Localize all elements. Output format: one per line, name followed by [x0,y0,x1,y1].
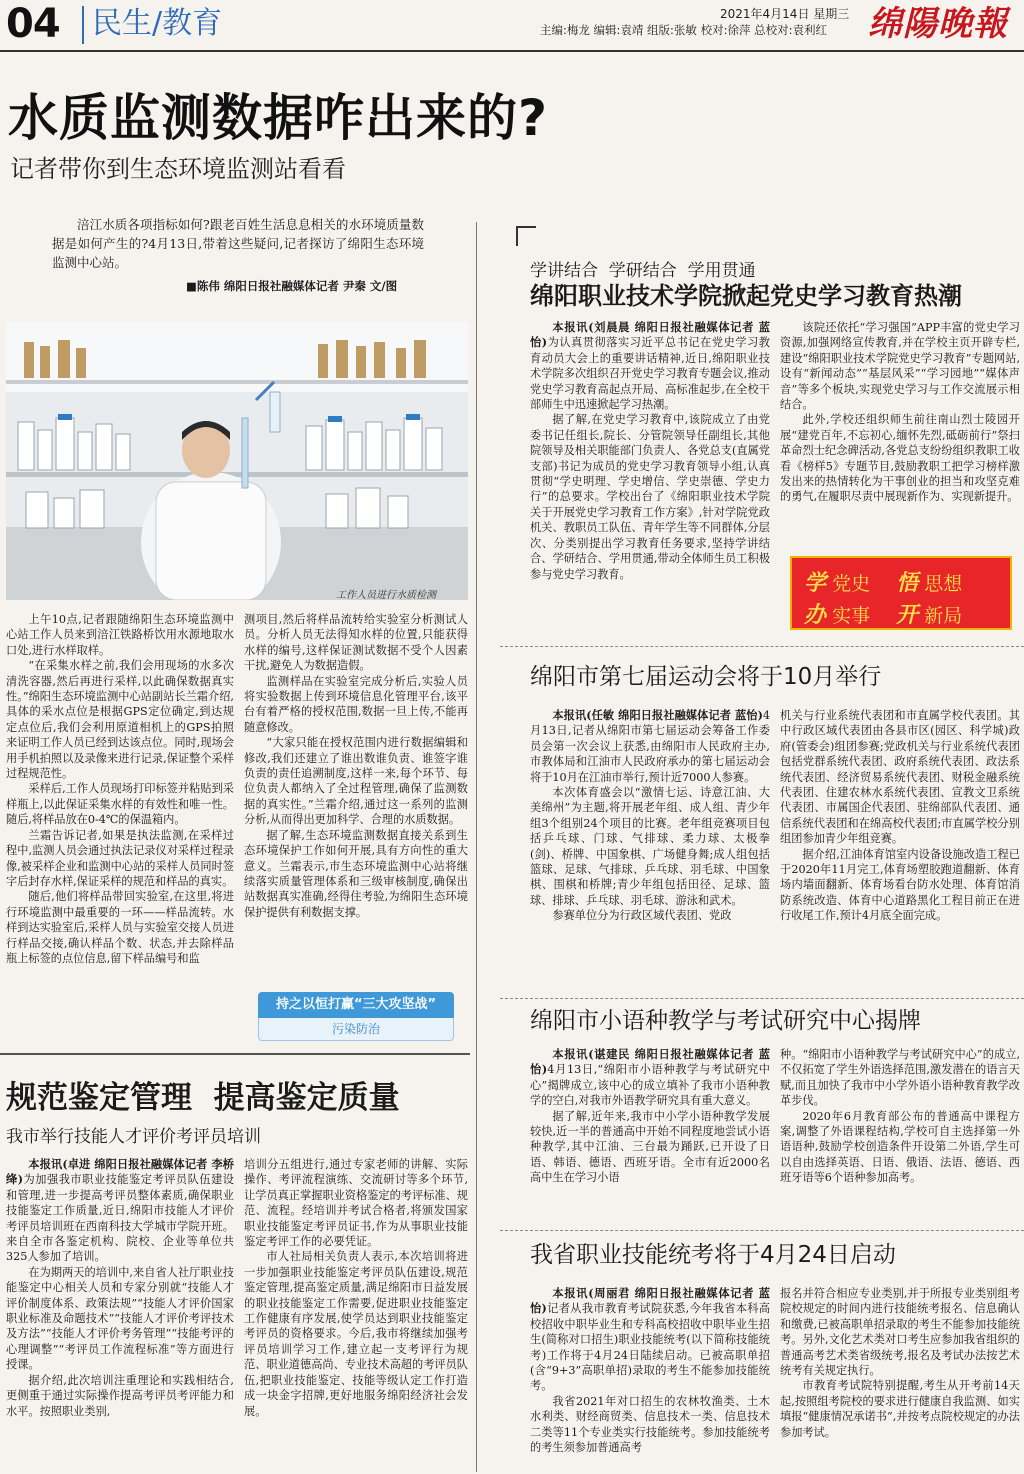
lab-photo [6,322,468,600]
games-para-2: 本次体育盛会以“激情七运、诗意江油、大美绵州”为主题,将开展老年组、成人组、青少年组3个组别24个项目的比赛。老年组竞赛项目包括乒乓球、门球、气排球、柔力球、太极拳(剑)、桥牌、中国象棋、广场健身舞;成人组包括篮球、足球、气排球、乒乓球、羽毛球、中国象棋、围棋和桥牌;青少年组包括田径、足球、篮球、排球、乒乓球、羽毛球、游泳和武术。 [530,786,770,907]
slogan-line-1 [804,566,962,597]
main-bottom-rule [0,1053,470,1055]
exam-lead: 本报讯(周丽君 绵阳日报社融媒体记者 蓝怡) [530,1286,770,1316]
party-para-1-text: 为认真贯彻落实习近平总书记在党史学习教育动员大会上的重要讲话精神,近日,绵阳职业技术学院多次组织召开党史学习教育专题会议,推动党史学习教育高起点开局、高标准起步,在全校干部师生中迅速掀起学习热潮。 [530,336,770,412]
lang-bottom-rule [500,1230,1024,1231]
intro-paragraph [52,215,424,272]
main-para-7: 监测样品在实验室完成分析后,实验人员将实验数据上传到环境信息化管理平台,该平台有着严格的授权范围,数据一旦上传,不能再随意修改。 [244,674,468,734]
lang-headline: 绵阳市小语种教学与考试研究中心揭牌 [530,1008,921,1034]
lang-column-1 [530,1047,770,1227]
skill-para-4: 培训分五组进行,通过专家老师的讲解、实际操作、考评流程演练、交流研讨等多个环节,让学员真正掌握职业资格鉴定的考评标准、规范、流程。经培训并考试合格者,将颁发国家职业技能鉴定考评员证书,作为从事职业技能鉴定考评工作的必要凭证。 [244,1158,468,1249]
exam-para-2: 我省2021年对口招生的农林牧渔类、土木水利类、财经商贸类、信息技术一类、信息技术二类等11个专业类实行技能统考。参加技能统考的考生须参加普通高考 [530,1394,770,1455]
editor-credits: 主编:梅龙 编辑:袁靖 组版:张敏 校对:徐萍 总校对:袁利红 [540,23,827,37]
games-column-1 [530,708,770,998]
lab-photo-illustration [6,322,468,600]
exam-headline: 我省职业技能统考将于4月24日启动 [530,1242,896,1268]
party-para-3: 该院还依托“学习强国”APP丰富的党史学习资源,加强网络宣传教育,并在学校主页开辟专栏,建设“绵阳职业技术学院党史学习教育”专题网站,设有“新闻动态”“基层风采”“学习园地”“媒体声音”等多个板块,实现党史学习与工作交流展示相结合。 [780,321,1020,412]
main-para-4: 兰霜告诉记者,如果是执法监测,在采样过程中,监测人员会通过执法记录仪对采样过程录像,被采样企业和监测中心站的采样人员同时签字后封存水样,保证采样的规范和样品的真实。 [6,828,234,888]
games-para-1 [530,708,770,785]
main-byline: ■陈伟 绵阳日报社融媒体记者 尹秦 文/图 [186,279,398,293]
lang-para-2: 据了解,近年来,我市中小学小语种教学发展较快,近一半的普通高中开始不同程度地尝试小语种教学,其中江油、三台最为踊跃,已开设了日语、韩语、德语、西班牙语。全市有近2000名高中生在学习小语 [530,1109,770,1185]
main-column-1 [6,612,234,1017]
games-para-3: 参赛单位分为行政区域代表团、党政 [552,909,732,923]
newspaper-logo: 绵陽晚報 [868,4,1008,44]
exam-column-1 [530,1286,770,1472]
games-para-4: 机关与行业系统代表团和市直属学校代表团。其中行政区域代表团由各县市区(园区、科学城)政府(管委会)组团参赛;党政机关与行业系统代表团包括党群系统代表团、政府系统代表团、政法系统代表团、经济贸易系统代表团、财税金融系统代表团、住建农林水系统代表团、宣教文卫系统代表团、市属国企代表团、驻绵部队代表团、通信系统代表团和在绵高校代表团;市直属学校分别组团参加青少年组竞赛。 [780,709,1020,846]
skill-para-2: 在为期两天的培训中,来自省人社厅职业技能鉴定中心相关人员和专家分别就“技能人才评价制度体系、政策法规”“技能人才评价国家职业标准及命题技术”“技能人才评价考评技术及方法”“技能人才评价考务管理”“技能考评的心理调整”“考评员工作流程标准”等方面进行授课。 [6,1265,234,1372]
party-column-2 [780,320,1020,550]
games-para-5: 据介绍,江油体育馆室内设备设施改造工程已于2020年11月完工,体育场塑胶跑道翻新、体育场内墙面翻新、体育场看台防水处理、体育馆消防系统改造、体育中心道路黑化工程目前正在进行收尾工作,预计4月底全面完成。 [780,847,1020,923]
games-lead: 本报讯(任敏 绵阳日报社融媒体记者 蓝怡) [552,708,763,722]
main-subheadline: 记者带你到生态环境监测站看看 [10,155,346,183]
lang-para-1-text: 4月13日,“绵阳市小语种教学与考试研究中心”揭牌成立,该中心的成立填补了我市小语种教学的空白,对我市外语教学研究具有重大意义。 [530,1063,770,1108]
main-para-2: “在采集水样之前,我们会用现场的水多次清洗容器,然后再进行采样,以此确保数据真实性。”绵阳生态环境监测中心站副站长兰霜介绍,具体的采水点位是根据GPS定位确定,到达规定点位后,我们会利用原道相机上的GPS拍照来证明工作人员已经到达该点位。同时,现场会用手机拍照以及录像来进行记录,保证整个采样过程规范性。 [6,659,234,781]
skill-column-2 [244,1157,468,1472]
slogan-char-wu: 悟 [896,570,919,596]
campaign-badge-top: 持之以恒打赢“三大攻坚战” [258,992,454,1018]
slogan-char-ban: 办 [804,602,827,628]
slogan-word-dangshi: 党史 [832,573,871,595]
skill-para-1 [6,1157,234,1265]
main-para-8: “大家只能在授权范围内进行数据编辑和修改,我们还建立了谁出数谁负责、谁签字谁负责的责任追溯制度,这样一来,每个环节、每位负责人都纳入了全过程管理,确保了监测数据的真实性。”兰霜介绍,通过这一系列的监测分析,从而得出更加科学、合理的水质数据。 [244,736,468,827]
party-para-1 [530,320,770,412]
lang-para-4: 2020年6月教育部公布的普通高中课程方案,调整了外语课程结构,学校可自主选择第一外语语种,鼓励学校创造条件开设第二外语,学生可以自由选择英语、日语、俄语、法语、德语、西班牙语等6个语种参加高考。 [780,1109,1020,1185]
party-kicker: 学讲结合 学研结合 学用贯通 [530,261,756,281]
exam-para-1 [530,1286,770,1394]
party-headline: 绵阳职业技术学院掀起党史学习教育热潮 [530,282,962,310]
skill-headline: 规范鉴定管理 提高鉴定质量 [6,1080,400,1116]
lang-para-1 [530,1047,770,1109]
main-headline: 水质监测数据咋出来的? [8,89,549,147]
campaign-badge [258,992,454,1044]
slogan-line-2 [804,598,962,629]
main-para-1: 上午10点,记者跟随绵阳生态环境监测中心站工作人员来到涪江铁路桥饮用水源地取水口处,进行水样取样。 [6,613,234,657]
party-lead: 本报讯(刘晨晨 绵阳日报社融媒体记者 蓝怡) [530,320,770,350]
slogan-word-shishi: 实事 [832,605,871,627]
main-para-3: 采样后,工作人员现场打印标签并粘贴到采样瓶上,以此保证采集水样的有效性和唯一性。随后,将样品放在0-4℃的保温箱内。 [6,782,234,827]
issue-date: 2021年4月14日 星期三 [720,7,850,21]
exam-para-3: 报名并符合相应专业类别,并于所报专业类别组考院校规定的时间内进行技能统考报名、信息确认和缴费,已被高职单招录取的考生不能参加技能统考。另外,文化艺术类对口考生应参加我省组织的普通高考艺术类省级统考,报名及考试办法按艺术统考有关规定执行。 [780,1287,1020,1378]
lang-column-2 [780,1047,1020,1227]
lang-para-3: 种。“绵阳市小语种教学与考试研究中心”的成立,不仅拓宽了学生外语选择范围,激发潜在的语言天赋,而且加快了我市中小学外语小语种教育教学改革步伐。 [780,1048,1020,1108]
exam-para-4: 市教育考试院特别提醒,考生从开考前14天起,按照组考院校的要求进行健康自我监测、如实填报“健康情况承诺书”,并按考点院校规定的办法参加考试。 [780,1379,1020,1439]
exam-column-2 [780,1286,1020,1472]
party-para-2: 据了解,在党史学习教育中,该院成立了由党委书记任组长,院长、分管院领导任副组长,其他院领导及相关职能部门负责人、各党总支(直属党支部)书记为成员的党史学习教育领导小组,认真贯彻“学史明理、学史增信、学史崇德、学史力行”的总要求。学校出台了《绵阳职业技术学院关于开展党史学习教育工作方案》,针对学院党政机关、教职员工队伍、青年学生等不同群体,分层次、分类别提出学习教育任务要求,坚持学讲结合、学研结合、学用贯通,带动全体师生员工积极参与党史学习教育。 [530,413,770,581]
skill-para-1-text: 为加强我市职业技能鉴定考评员队伍建设和管理,进一步提高考评员整体素质,确保职业技能鉴定工作质量,近日,绵阳市技能人才评价考评员培训班在西南科技大学城市学院开班。来自全市各鉴定机构、院校、企业等单位共325人参加了培训。 [6,1173,234,1264]
games-para-1-text: 4月13日,记者从绵阳市第七届运动会筹备工作委员会第一次会议上获悉,由绵阳市人民政府主办,市教体局和江油市人民政府承办的第七届运动会将于10月在江油市举行,预计近7000人参赛。 [530,709,770,784]
slogan-word-sixiang: 思想 [924,573,963,595]
masthead-divider [82,6,84,44]
party-para-4: 此外,学校还组织师生前往南山烈士陵园开展“建党百年,不忘初心,缅怀先烈,砥砺前行”祭扫革命烈士纪念碑活动,各党总支纷纷组织教职工收看《榜样5》专题节目,鼓励教职工把学习榜样激发出来的热情转化为干事创业的担当和攻坚克难的勇气,在履职尽责中展现新作为、实现新提升。 [780,413,1020,504]
main-column-2 [244,612,468,987]
main-para-5: 随后,他们将样品带回实验室,在这里,将进行环境监测中最重要的一环——样品流转。水样到达实验室后,采样人员与实验室交接人员进行样品交接,确认样品个数、状态,并去除样品瓶上标签的点位信息,留下样品编号和监 [6,890,234,965]
slogan-char-xue: 学 [804,570,827,596]
games-bottom-rule [500,998,1024,999]
slogan-char-kai: 开 [896,602,919,628]
main-para-9: 据了解,生态环境监测数据直接关系到生态环境保护工作如何开展,具有方向性的重大意义。兰霜表示,市生态环境监测中心站将继续落实质量管理体系和三级审核制度,确保出站数据真实准确,经得住考验,为绵阳生态环境保护提供有利数据支撑。 [244,828,468,919]
page-number: 04 [6,1,60,47]
photo-caption: 工作人员进行水质检测 [336,590,436,601]
main-para-6: 测项目,然后将样品流转给实验室分析测试人员。分析人员无法得知水样的位置,只能获得水样的编号,这样保证测试数据不受个人因素干扰,避免人为数据造假。 [244,613,468,673]
page-column-divider [476,222,477,1472]
skill-para-5: 市人社局相关负责人表示,本次培训将进一步加强职业技能鉴定考评员队伍建设,规范鉴定管理,提高鉴定质量,满足绵阳市日益发展的职业技能鉴定工作需要,促进职业技能鉴定工作健康有序发展,使学员达到职业技能鉴定考评员的资格要求。今后,我市将继续加强考评员培训学习工作,建立起一支考评行为规范、职业道德高尚、专业技术高超的考评员队伍,把职业技能鉴定、技能等级认定工作打造成一块金字招牌,更好地服务绵阳经济社会发展。 [244,1250,468,1418]
exam-para-1-text: 记者从我市教育考试院获悉,今年我省本科高校招收中职毕业生和专科高校招收中职毕业生招生(简称对口招生)职业技能统考(以下简称技能统考)工作将于4月24日陆续启动。已被高职单招(含“9+3”高职单招)录取的考生不能参加技能统考。 [530,1302,770,1393]
party-column-1 [530,320,770,635]
campaign-badge-bottom: 污染防治 [258,1018,454,1041]
intro-text: 涪江水质各项指标如何?跟老百姓生活息息相关的水环境质量数据是如何产生的?4月13日,带着这些疑问,记者探访了绵阳生态环境监测中心站。 [52,217,424,270]
games-headline: 绵阳市第七届运动会将于10月举行 [530,664,882,690]
skill-subheadline: 我市举行技能人才评价考评员培训 [6,1127,261,1147]
party-corner-mark [516,226,536,246]
masthead-rule [0,50,1024,52]
games-column-2 [780,708,1020,998]
section-title: 民生/教育 [92,6,223,41]
skill-column-1 [6,1157,234,1472]
party-slogan-box [790,556,1012,630]
party-bottom-rule [500,646,1024,647]
lang-lead: 本报讯(谌建民 绵阳日报社融媒体记者 蓝怡) [530,1047,770,1077]
slogan-word-xinju: 新局 [924,605,963,627]
skill-lead: 本报讯(卓进 绵阳日报社融媒体记者 李桥绛) [6,1157,234,1187]
skill-para-3: 据介绍,此次培训注重理论和实践相结合,更侧重于通过实际操作提高考评员考评能力和水平。按照职业类别, [6,1373,234,1418]
